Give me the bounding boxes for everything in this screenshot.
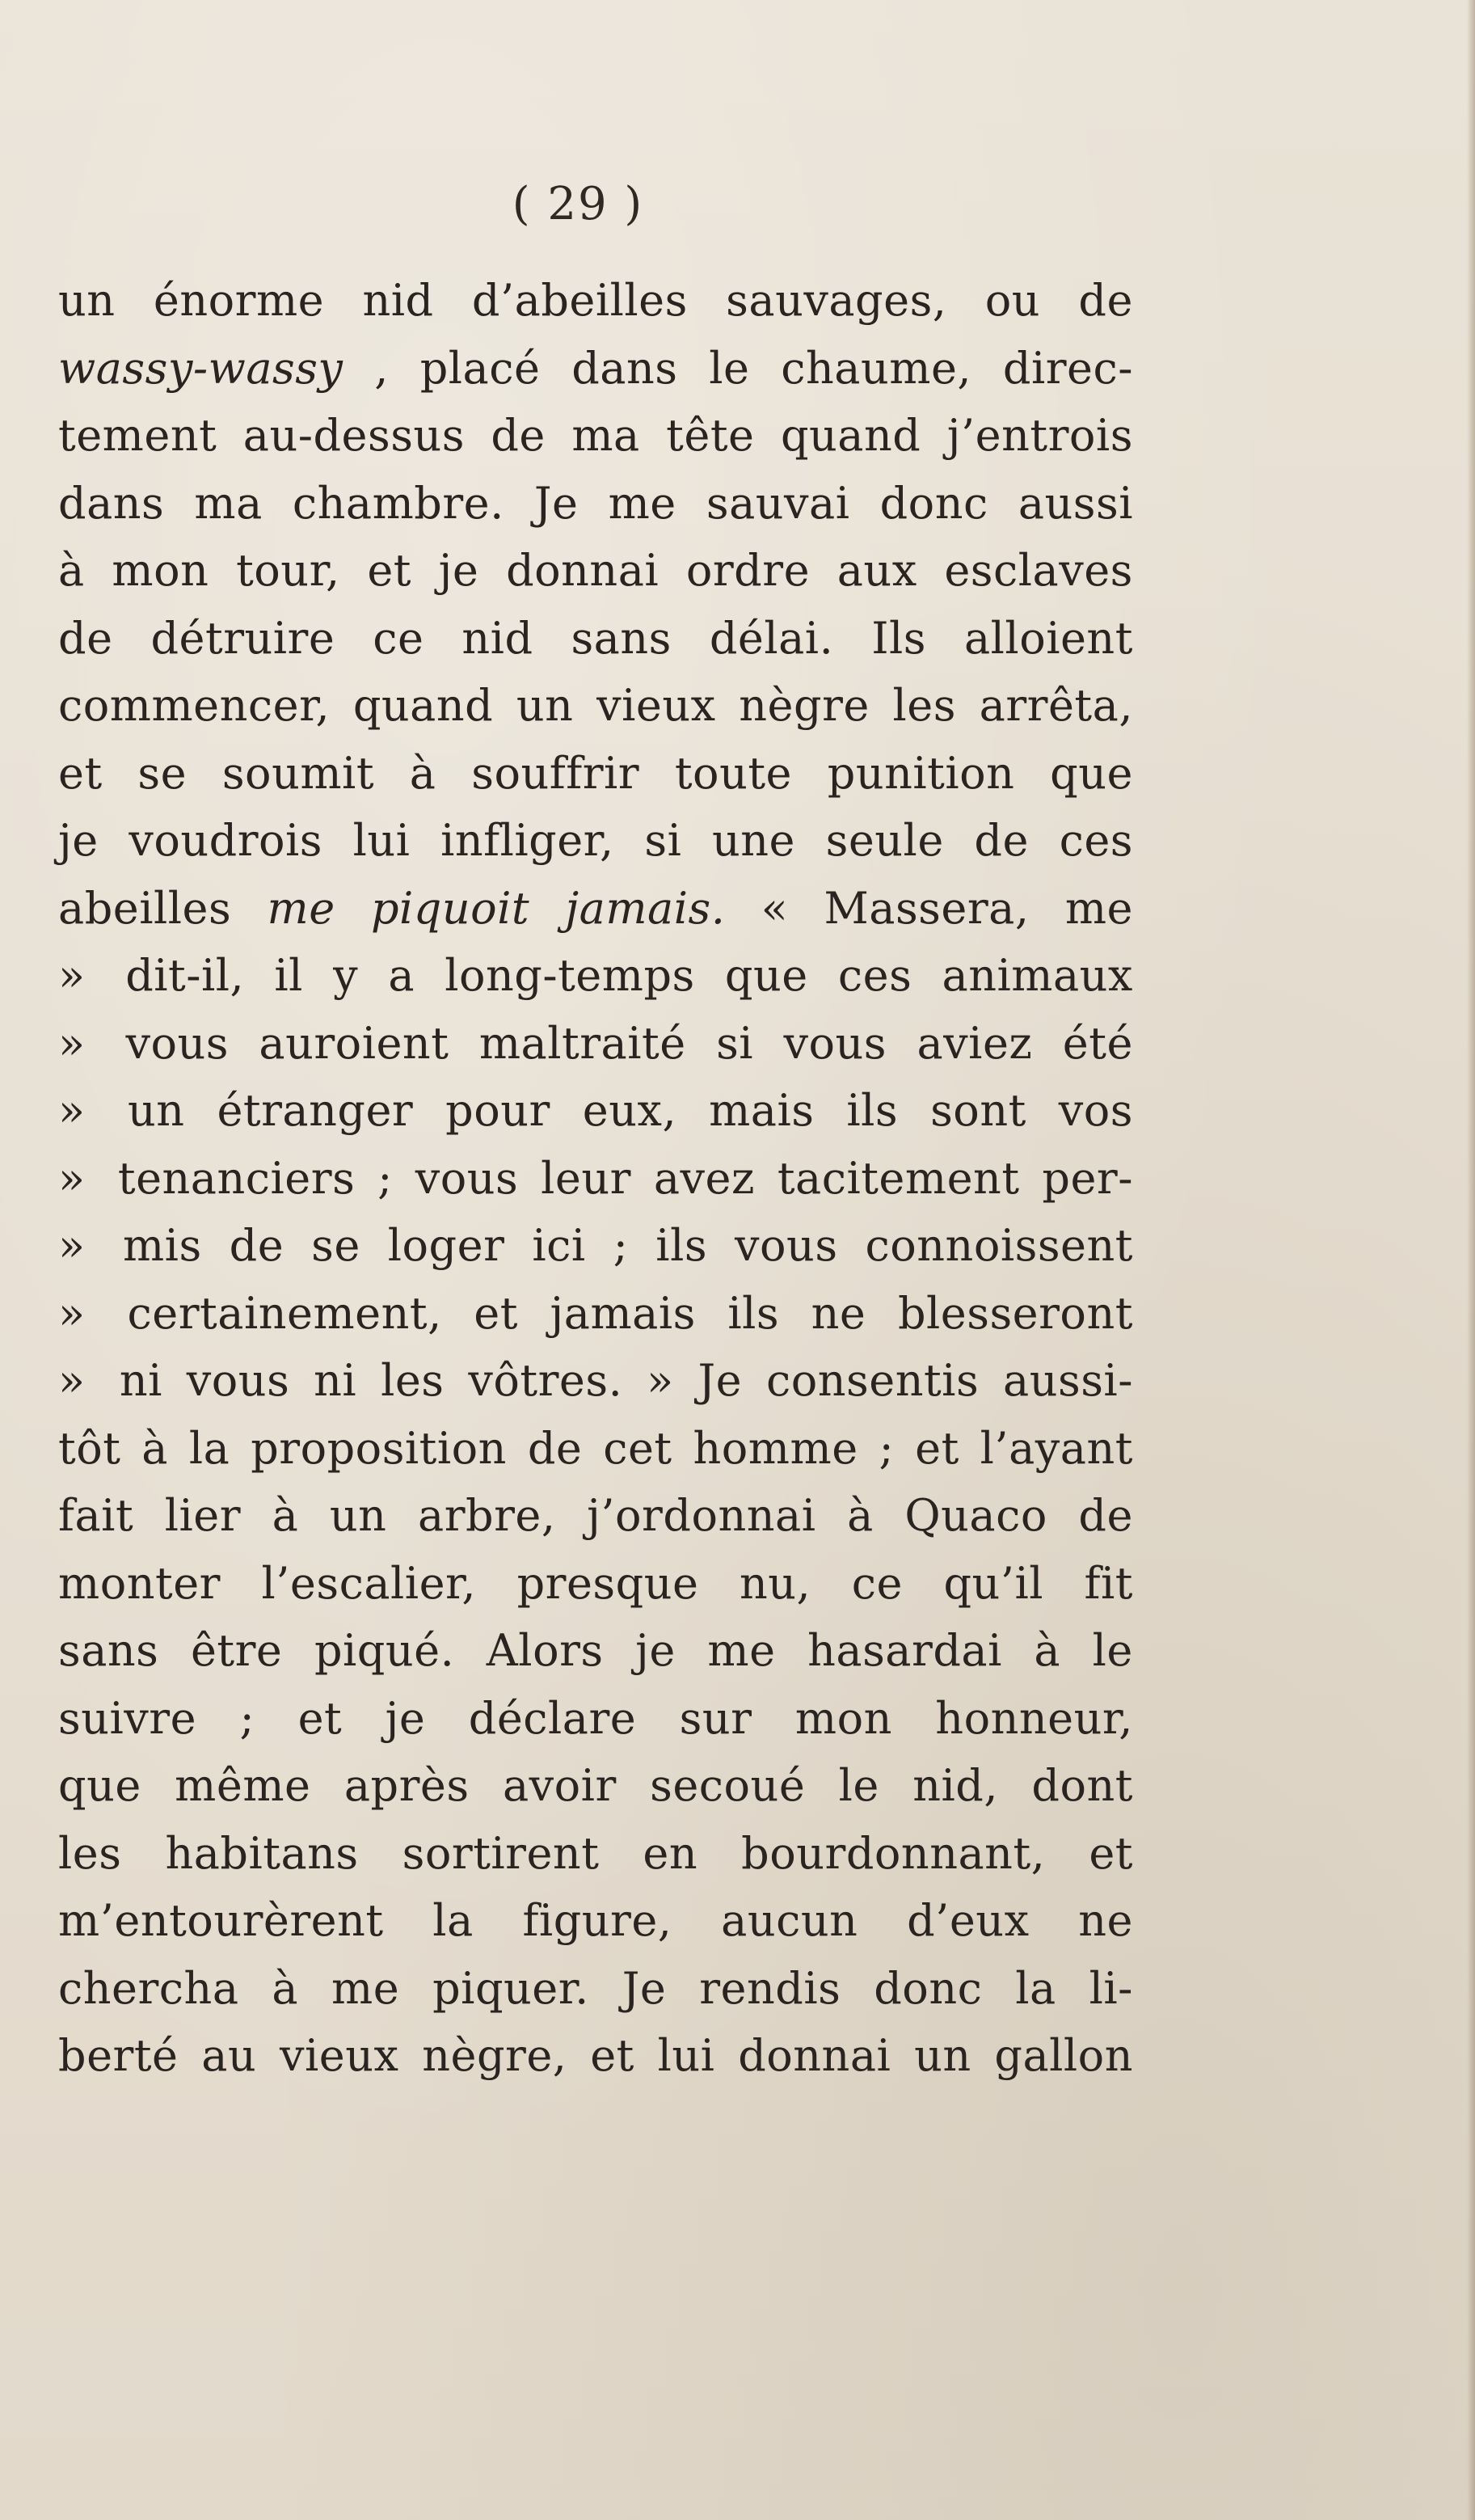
word: à xyxy=(847,1490,874,1541)
text-line xyxy=(58,1010,1133,1078)
word: donnai xyxy=(506,545,660,596)
word: leur xyxy=(541,1152,631,1204)
text-line xyxy=(58,1752,1133,1820)
body-text xyxy=(58,267,1133,2090)
word: un xyxy=(914,2030,971,2081)
word: li- xyxy=(1089,1962,1133,2014)
word: ; xyxy=(377,1152,393,1204)
word: la xyxy=(432,1895,474,1946)
word: chambre. xyxy=(292,477,504,529)
word: ma xyxy=(571,410,640,461)
text-line xyxy=(58,1617,1133,1685)
word: de xyxy=(1078,275,1133,326)
word: et xyxy=(915,1422,959,1474)
word: ici xyxy=(532,1220,586,1271)
word: sans xyxy=(571,612,672,664)
word: énorme xyxy=(153,275,325,326)
word: lier xyxy=(164,1490,242,1541)
word: tour, xyxy=(236,545,340,596)
word: rendis xyxy=(699,1962,841,2014)
word: gallon xyxy=(994,2030,1133,2081)
word: même xyxy=(175,1760,311,1811)
text-line xyxy=(58,1347,1133,1415)
word: nid xyxy=(362,275,434,326)
word: se xyxy=(137,747,188,799)
word: je xyxy=(635,1625,676,1676)
word: donnai xyxy=(738,2030,891,2081)
word: de xyxy=(527,1422,583,1474)
word: vous xyxy=(783,1017,887,1069)
quote-mark: » xyxy=(58,1152,86,1204)
text-line xyxy=(58,1685,1133,1753)
quote-mark: » xyxy=(58,1355,86,1406)
word: secoué xyxy=(650,1760,806,1811)
word: dit-il, xyxy=(125,950,245,1001)
text-line xyxy=(58,807,1133,875)
word: abeilles xyxy=(58,882,232,934)
word: à xyxy=(272,1962,299,2014)
word: vôtres. xyxy=(468,1355,623,1406)
word: lui xyxy=(657,2030,715,2081)
word: de xyxy=(1078,1490,1133,1541)
word: mon xyxy=(112,545,209,596)
word: et xyxy=(590,2030,634,2081)
word: nu, xyxy=(739,1557,811,1609)
word: souffrir xyxy=(471,747,640,799)
word: et xyxy=(1089,1827,1133,1879)
word: vous xyxy=(735,1220,838,1271)
word: direc- xyxy=(1002,342,1133,394)
word: ; xyxy=(613,1220,629,1271)
word: esclaves xyxy=(944,545,1133,596)
word: dans xyxy=(58,477,165,529)
word: ces xyxy=(837,950,912,1001)
word: sont xyxy=(930,1085,1026,1136)
word: été xyxy=(1062,1017,1133,1069)
word: j’ordonnai xyxy=(587,1490,816,1541)
text-line xyxy=(58,1212,1133,1280)
word: piquer. xyxy=(432,1962,589,2014)
word: mon xyxy=(794,1692,892,1744)
word: sur xyxy=(679,1692,752,1744)
word: Je xyxy=(533,477,579,529)
word: ne xyxy=(811,1287,866,1339)
word: donc xyxy=(874,1962,983,2014)
word: , xyxy=(374,342,389,394)
word: que xyxy=(724,950,808,1001)
word: à xyxy=(58,545,85,596)
word: Quaco xyxy=(904,1490,1047,1541)
word: les xyxy=(892,680,956,731)
word: ces xyxy=(1059,815,1133,866)
text-line xyxy=(58,1820,1133,1888)
word: auroient xyxy=(259,1017,449,1069)
text-line xyxy=(58,267,1133,335)
word: hasardai xyxy=(807,1625,1002,1676)
word: donc xyxy=(879,477,988,529)
word: un xyxy=(516,680,574,731)
word: vieux xyxy=(279,2030,399,2081)
text-line xyxy=(58,1077,1133,1145)
word: ou xyxy=(984,275,1041,326)
word: blesseront xyxy=(897,1287,1133,1339)
page-edge-shadow xyxy=(1467,0,1475,2520)
word: le xyxy=(1092,1625,1133,1676)
word: jamais xyxy=(550,1287,696,1339)
word: vous xyxy=(415,1152,519,1204)
word: qu’il xyxy=(943,1557,1043,1609)
quote-mark: » xyxy=(58,1220,86,1271)
word: figure, xyxy=(522,1895,672,1946)
italic-word: jamais. xyxy=(565,882,726,934)
word: nid xyxy=(461,612,533,664)
word: arbre, xyxy=(418,1490,556,1541)
word: bourdonnant, xyxy=(741,1827,1046,1879)
word: a xyxy=(388,950,415,1001)
word: étranger xyxy=(217,1085,414,1136)
word: vous xyxy=(186,1355,290,1406)
word: avez xyxy=(653,1152,755,1204)
word: me xyxy=(1064,882,1133,934)
word: à xyxy=(1034,1625,1061,1676)
word: » xyxy=(647,1355,674,1406)
word: connoissent xyxy=(865,1220,1133,1271)
word: je xyxy=(58,815,99,866)
word: dans xyxy=(571,342,678,394)
word: et xyxy=(474,1287,518,1339)
word: que xyxy=(1050,747,1133,799)
word: placé xyxy=(419,342,541,394)
word: d’eux xyxy=(907,1895,1030,1946)
word: Alors xyxy=(486,1625,604,1676)
word: suivre xyxy=(58,1692,197,1744)
word: ni xyxy=(314,1355,357,1406)
word: ni xyxy=(119,1355,162,1406)
word: je xyxy=(385,1692,426,1744)
word: soumit xyxy=(221,747,375,799)
word: voudrois xyxy=(129,815,322,866)
word: délai. xyxy=(709,612,834,664)
word: Massera, xyxy=(824,882,1030,934)
word: pour xyxy=(445,1085,550,1136)
word: presque xyxy=(516,1557,699,1609)
quote-mark: » xyxy=(58,1287,86,1339)
text-line xyxy=(58,470,1133,538)
word: les xyxy=(58,1827,122,1879)
text-line xyxy=(58,402,1133,470)
word: je xyxy=(438,545,479,596)
word: l’ayant xyxy=(980,1422,1133,1474)
word: sortirent xyxy=(402,1827,600,1879)
word: et xyxy=(367,545,411,596)
word: Je xyxy=(622,1962,667,2014)
word: que xyxy=(58,1760,141,1811)
text-line xyxy=(58,537,1133,605)
word: maltraité xyxy=(478,1017,686,1069)
word: cet xyxy=(603,1422,672,1474)
word: commencer, xyxy=(58,680,331,731)
italic-word: piquoit xyxy=(370,882,530,934)
word: en xyxy=(643,1827,698,1879)
word: lui xyxy=(352,815,411,866)
word: de xyxy=(58,612,113,664)
word: « xyxy=(761,882,789,934)
word: proposition xyxy=(251,1422,507,1474)
word: fait xyxy=(58,1490,134,1541)
word: ce xyxy=(373,612,424,664)
word: aux xyxy=(837,545,917,596)
quote-mark: » xyxy=(58,950,86,1001)
word: de xyxy=(491,410,546,461)
word: m’entourèrent xyxy=(58,1895,384,1946)
word: tôt xyxy=(58,1422,121,1474)
word: monter xyxy=(58,1557,221,1609)
word: me xyxy=(608,477,676,529)
word: y xyxy=(333,950,359,1001)
word: se xyxy=(311,1220,360,1271)
word: certainement, xyxy=(127,1287,442,1339)
word: ils xyxy=(655,1220,708,1271)
word: ils xyxy=(727,1287,780,1339)
word: dont xyxy=(1031,1760,1133,1811)
word: chercha xyxy=(58,1962,239,2014)
word: consentis xyxy=(766,1355,980,1406)
word: la xyxy=(1015,1962,1056,2014)
text-line xyxy=(58,672,1133,740)
word: mais xyxy=(709,1085,815,1136)
text-line xyxy=(58,605,1133,673)
word: infliger, xyxy=(440,815,614,866)
word: loger xyxy=(387,1220,505,1271)
word: un xyxy=(329,1490,387,1541)
italic-word: wassy-wassy xyxy=(58,342,343,394)
word: j’entrois xyxy=(946,410,1133,461)
word: et xyxy=(297,1692,343,1744)
word: ; xyxy=(239,1692,255,1744)
word: tête xyxy=(666,410,755,461)
word: déclare xyxy=(468,1692,637,1744)
word: un xyxy=(127,1085,185,1136)
word: être xyxy=(190,1625,283,1676)
word: ; xyxy=(879,1422,895,1474)
word: quand xyxy=(352,680,494,731)
text-line xyxy=(58,875,1133,943)
word: tenanciers xyxy=(117,1152,356,1204)
word: et xyxy=(58,747,103,799)
word: eux, xyxy=(582,1085,677,1136)
text-line xyxy=(58,2022,1133,2090)
word: quand xyxy=(780,410,921,461)
word: de xyxy=(974,815,1029,866)
page-number: ( 29 ) xyxy=(512,178,644,230)
text-line xyxy=(58,1887,1133,1955)
word: sans xyxy=(58,1625,159,1676)
word: habitans xyxy=(165,1827,359,1879)
word: tement xyxy=(58,410,217,461)
word: per- xyxy=(1042,1152,1133,1204)
word: ce xyxy=(851,1557,903,1609)
word: vous xyxy=(125,1017,229,1069)
word: seule xyxy=(825,815,944,866)
text-line xyxy=(58,1955,1133,2023)
word: après xyxy=(343,1760,470,1811)
quote-mark: » xyxy=(58,1017,86,1069)
word: il xyxy=(274,950,303,1001)
word: à xyxy=(272,1490,299,1541)
word: fit xyxy=(1084,1557,1133,1609)
word: sauvages, xyxy=(726,275,947,326)
word: long-temps xyxy=(445,950,695,1001)
word: détruire xyxy=(150,612,335,664)
word: le xyxy=(838,1760,879,1811)
text-line xyxy=(58,740,1133,808)
quote-mark: » xyxy=(58,1085,86,1136)
word: d’abeilles xyxy=(471,275,688,326)
word: ma xyxy=(194,477,263,529)
word: punition xyxy=(827,747,1015,799)
word: avoir xyxy=(502,1760,617,1811)
word: si xyxy=(644,815,682,866)
word: sauvai xyxy=(706,477,850,529)
word: nègre xyxy=(739,680,870,731)
word: au xyxy=(201,2030,257,2081)
word: si xyxy=(716,1017,754,1069)
word: arrêta, xyxy=(979,680,1133,731)
text-line xyxy=(58,1280,1133,1348)
word: aucun xyxy=(721,1895,858,1946)
word: de xyxy=(229,1220,284,1271)
text-line xyxy=(58,1550,1133,1618)
word: honneur, xyxy=(935,1692,1133,1744)
word: mis xyxy=(122,1220,202,1271)
word: vieux xyxy=(596,680,716,731)
word: me xyxy=(331,1962,400,2014)
word: une xyxy=(711,815,795,866)
word: me xyxy=(707,1625,776,1676)
word: l’escalier, xyxy=(261,1557,477,1609)
text-line xyxy=(58,1482,1133,1550)
text-line xyxy=(58,942,1133,1010)
word: les xyxy=(381,1355,445,1406)
word: à xyxy=(409,747,436,799)
word: ils xyxy=(846,1085,899,1136)
word: à xyxy=(141,1422,168,1474)
word: animaux xyxy=(942,950,1133,1001)
word: aviez xyxy=(917,1017,1033,1069)
text-line xyxy=(58,335,1133,403)
word: vos xyxy=(1058,1085,1133,1136)
word: nid, xyxy=(912,1760,999,1811)
word: un xyxy=(58,275,116,326)
word: Ils xyxy=(871,612,927,664)
word: le xyxy=(709,342,750,394)
word: piqué. xyxy=(314,1625,455,1676)
word: aussi xyxy=(1018,477,1133,529)
word: alloient xyxy=(963,612,1133,664)
word: au-dessus xyxy=(242,410,465,461)
italic-word: me xyxy=(267,882,335,934)
word: ordre xyxy=(685,545,811,596)
word: ne xyxy=(1078,1895,1133,1946)
word: homme xyxy=(693,1422,858,1474)
word: la xyxy=(188,1422,230,1474)
word: toute xyxy=(674,747,793,799)
word: chaume, xyxy=(781,342,972,394)
text-line xyxy=(58,1415,1133,1483)
word: aussi- xyxy=(1003,1355,1133,1406)
word: Je xyxy=(697,1355,743,1406)
word: berté xyxy=(58,2030,179,2081)
text-line xyxy=(58,1145,1133,1213)
word: tacitement xyxy=(777,1152,1020,1204)
word: nègre, xyxy=(422,2030,567,2081)
